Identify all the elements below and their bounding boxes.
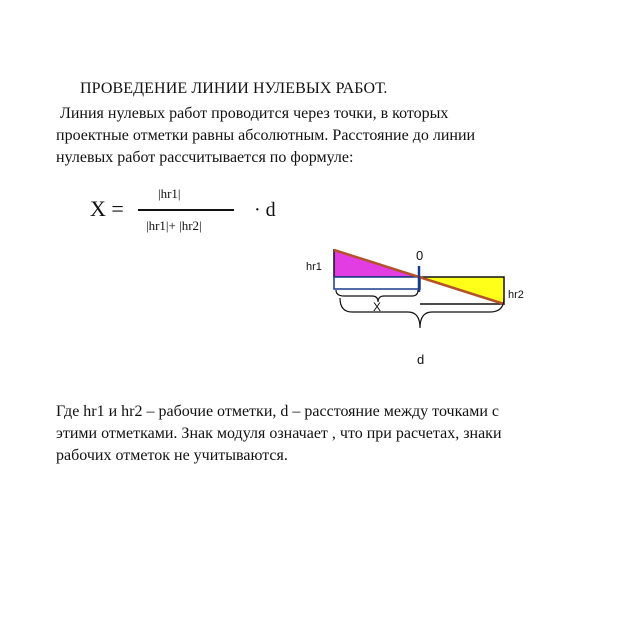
intro-line-3: нулевых работ рассчитывается по формуле: xyxy=(56,149,354,166)
closing-line-2: этими отметками. Знак модуля означает , что при расчетах, знаки xyxy=(56,425,502,442)
intro-line-2: проектные отметки равны абсолютным. Расстояние до линии xyxy=(56,127,476,144)
formula-numerator: |hr1| xyxy=(158,186,181,201)
closing-line-3: рабочих отметок не учитываются. xyxy=(56,447,288,464)
formula-rhs: · d xyxy=(254,199,276,221)
intro-line-1: Линия нулевых работ проводится через точки, в которых xyxy=(60,105,449,122)
closing-paragraph xyxy=(56,401,576,467)
formula-lhs: X = xyxy=(90,196,124,221)
fraction-bar xyxy=(138,209,234,211)
section-heading: ПРОВЕДЕНИЕ ЛИНИИ НУЛЕВЫХ РАБОТ. xyxy=(80,80,388,97)
zero-line-diagram xyxy=(300,236,540,376)
label-hr2: hr2 xyxy=(508,289,524,301)
label-d: d xyxy=(417,352,425,367)
formula-denominator: |hr1|+ |hr2| xyxy=(146,218,202,233)
d-brace xyxy=(340,298,504,328)
intro-paragraph xyxy=(56,103,576,169)
label-x: X xyxy=(373,300,382,314)
closing-line-1: Где hr1 и hr2 – рабочие отметки, d – расстояние между точками с xyxy=(56,403,500,420)
baseline-rectangle xyxy=(334,277,420,289)
diagram-svg xyxy=(300,236,540,376)
label-hr1: hr1 xyxy=(306,261,322,273)
label-zero: 0 xyxy=(416,248,424,263)
